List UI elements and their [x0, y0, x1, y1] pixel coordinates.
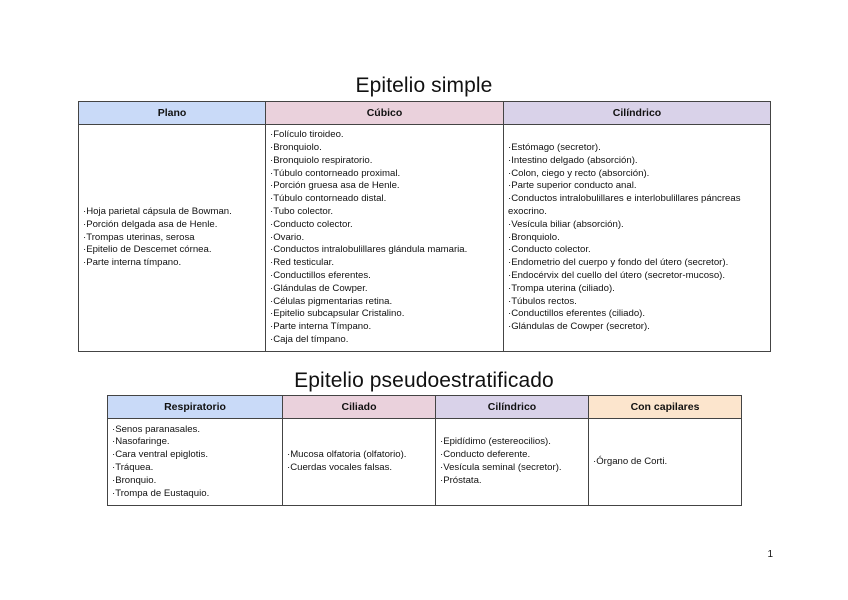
list-item: ·Vesícula seminal (secretor). [440, 462, 562, 473]
header-cilindrico: Cilíndrico [504, 102, 771, 125]
title-epitelio-pseudoestratificado: Epitelio pseudoestratificado [294, 369, 554, 392]
list-item: ·Glándulas de Cowper (secretor). [508, 321, 650, 333]
list-item: ·Vesícula biliar (absorción). [508, 218, 624, 230]
cell-con-capilares [589, 419, 742, 506]
header-cilindrico-pseudo: Cilíndrico [436, 396, 589, 419]
list-item: ·Porción delgada asa de Henle. [83, 218, 218, 230]
list-item: ·Conducto deferente. [440, 449, 531, 461]
list-item: ·Conductos intralobulillares glándula mamaria. [270, 244, 468, 256]
list-item: ·Ovario. [270, 231, 305, 243]
cell-cilindrico-pseudo [436, 419, 589, 506]
list-item: ·Bronquiolo. [508, 231, 560, 243]
list-item: ·Túbulo contorneado distal. [270, 193, 387, 205]
header-cubico: Cúbico [266, 102, 504, 125]
list-item: ·Parte superior conducto anal. [508, 180, 637, 192]
list-item: ·Glándulas de Cowper. [270, 282, 368, 294]
list-item: ·Hoja parietal cápsula de Bowman. [83, 206, 232, 217]
list-item: ·Colon, ciego y recto (absorción). [508, 167, 650, 179]
list-item: ·Mucosa olfatoria (olfatorio). [287, 449, 407, 461]
list-item: ·Trompas uterinas, serosa [83, 231, 195, 243]
list-item: ·Trompa uterina (ciliado). [508, 282, 615, 294]
list-item: ·Conductillos eferentes (ciliado). [508, 308, 646, 320]
list-item: ·Estómago (secretor). [508, 142, 601, 154]
list-item: ·Parte interna tímpano. [83, 257, 182, 269]
header-con-capilares: Con capilares [589, 396, 742, 419]
list-item: ·Parte interna Tímpano. [270, 321, 372, 333]
list-item: ·Porción gruesa asa de Henle. [270, 180, 400, 192]
cell-respiratorio [108, 419, 283, 506]
list-item: ·Conducto colector. [270, 218, 353, 230]
list-item: ·Endocérvix del cuello del útero (secretor-mucoso). [508, 269, 726, 281]
list-item: ·Tubo colector. [270, 206, 334, 217]
table-epitelio-pseudoestratificado [107, 395, 742, 506]
list-item: ·Endometrio del cuerpo y fondo del útero (secretor). [508, 257, 729, 269]
cell-ciliado [283, 419, 436, 506]
list-item: ·Epidídimo (estereocilios). [440, 436, 551, 448]
cell-cilindrico [504, 125, 771, 352]
list-item: ·Conductillos eferentes. [270, 269, 371, 281]
list-item: ·Túbulos rectos. [508, 295, 577, 307]
header-plano: Plano [79, 102, 266, 125]
title-epitelio-simple: Epitelio simple [355, 74, 493, 97]
list-item: ·Nasofaringe. [112, 436, 170, 448]
list-item: ·Células pigmentarias retina. [270, 295, 393, 307]
list-item: ·Túbulo contorneado proximal. [270, 167, 401, 179]
list-item: ·Conductos intralobulillares e interlobulillares páncreas exocrino. [508, 193, 741, 217]
list-item: ·Epitelio subcapsular Cristalino. [270, 308, 405, 320]
list-item: ·Folículo tiroideo. [270, 129, 344, 141]
list-item: ·Epitelio de Descemet córnea. [83, 244, 212, 256]
page-number: 1 [767, 549, 773, 560]
list-item: ·Caja del tímpano. [270, 333, 349, 345]
list-item: ·Bronquiolo respiratorio. [270, 154, 373, 166]
cell-plano [79, 125, 266, 352]
list-item: ·Intestino delgado (absorción). [508, 154, 638, 166]
list-item: ·Cuerdas vocales falsas. [287, 462, 393, 473]
list-item: ·Bronquiolo. [270, 142, 322, 154]
header-ciliado: Ciliado [283, 396, 436, 419]
list-item: ·Red testicular. [270, 257, 334, 269]
list-item: ·Cara ventral epiglotis. [112, 449, 208, 461]
list-item: ·Conducto colector. [508, 244, 591, 256]
list-item: ·Senos paranasales. [112, 423, 200, 435]
list-item: ·Próstata. [440, 474, 482, 486]
list-item: ·Bronquio. [112, 474, 157, 486]
list-item: ·Tráquea. [112, 462, 154, 473]
list-item: ·Órgano de Corti. [593, 455, 668, 467]
table-epitelio-simple [78, 101, 771, 352]
header-respiratorio: Respiratorio [108, 396, 283, 419]
list-item: ·Trompa de Eustaquio. [112, 487, 210, 499]
cell-cubico [266, 125, 504, 352]
